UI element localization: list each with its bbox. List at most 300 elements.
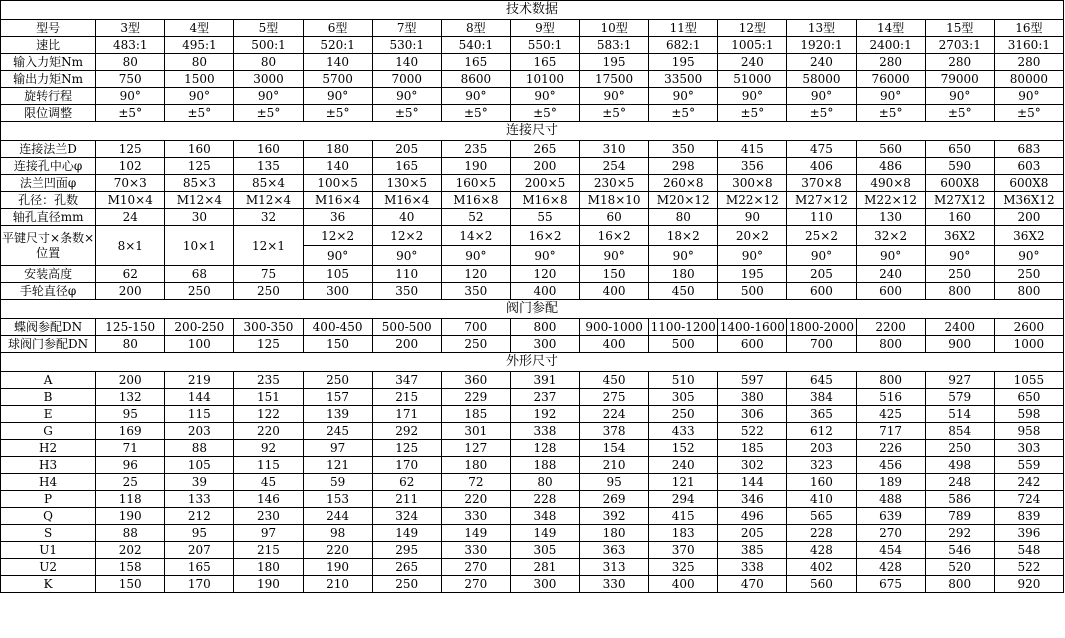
table-cell: 250 — [994, 266, 1063, 283]
table-cell: 75 — [234, 266, 303, 283]
table-cell: 750 — [96, 71, 165, 88]
table-cell: 237 — [510, 389, 579, 406]
table-cell: 62 — [372, 474, 441, 491]
table-cell: 330 — [580, 576, 649, 593]
table-cell: 90° — [718, 88, 787, 105]
table-cell: 144 — [165, 389, 234, 406]
table-cell: 105 — [303, 266, 372, 283]
table-cell: 330 — [441, 542, 510, 559]
table-cell: 958 — [994, 423, 1063, 440]
table-cell: 428 — [856, 559, 925, 576]
table-cell: 230 — [234, 508, 303, 525]
row-label: U2 — [1, 559, 96, 576]
table-cell: 370 — [649, 542, 718, 559]
table-cell: M12×4 — [165, 192, 234, 209]
table-cell: 600X8 — [925, 175, 994, 192]
row-label: 蝶阀参配DN — [1, 319, 96, 336]
table-cell: 270 — [441, 576, 510, 593]
table-cell: 310 — [580, 141, 649, 158]
table-cell: 90° — [510, 246, 579, 266]
table-cell: 90° — [303, 246, 372, 266]
table-cell: 120 — [510, 266, 579, 283]
table-cell: 2200 — [856, 319, 925, 336]
table-cell: 600 — [856, 283, 925, 300]
table-cell: 2400 — [925, 319, 994, 336]
table-cell: 139 — [303, 406, 372, 423]
table-cell: 280 — [856, 54, 925, 71]
table-row — [1, 175, 1064, 192]
table-cell: 150 — [580, 266, 649, 283]
table-row — [1, 209, 1064, 226]
table-cell: 7000 — [372, 71, 441, 88]
table-cell: 392 — [580, 508, 649, 525]
table-cell: M10×4 — [96, 192, 165, 209]
table-cell: 90° — [925, 88, 994, 105]
table-cell: 58000 — [787, 71, 856, 88]
key-row-top — [1, 226, 1064, 246]
table-cell: 265 — [510, 141, 579, 158]
table-cell: 154 — [580, 440, 649, 457]
table-cell: 14×2 — [441, 226, 510, 246]
table-cell: 433 — [649, 423, 718, 440]
row-label: G — [1, 423, 96, 440]
table-cell: 324 — [372, 508, 441, 525]
table-cell: 20×2 — [718, 226, 787, 246]
table-cell: 25×2 — [787, 226, 856, 246]
section-title: 外形尺寸 — [1, 353, 1064, 372]
table-cell: 486 — [856, 158, 925, 175]
table-cell: 90° — [856, 246, 925, 266]
table-cell: 39 — [165, 474, 234, 491]
table-cell: 90° — [994, 246, 1063, 266]
table-row — [1, 542, 1064, 559]
table-cell: 200 — [510, 158, 579, 175]
table-cell: 250 — [925, 266, 994, 283]
table-cell: M36X12 — [994, 192, 1063, 209]
table-cell: 800 — [510, 319, 579, 336]
table-cell: 165 — [441, 54, 510, 71]
table-cell: 90° — [165, 88, 234, 105]
table-cell: 150 — [303, 336, 372, 353]
table-cell: 295 — [372, 542, 441, 559]
table-cell: 3160:1 — [994, 37, 1063, 54]
table-cell: 36X2 — [994, 226, 1063, 246]
table-cell: 600 — [718, 336, 787, 353]
table-cell: 275 — [580, 389, 649, 406]
table-cell: 522 — [994, 559, 1063, 576]
table-cell: 579 — [925, 389, 994, 406]
table-cell: 185 — [718, 440, 787, 457]
table-cell: 70×3 — [96, 175, 165, 192]
table-cell: 717 — [856, 423, 925, 440]
table-cell: 76000 — [856, 71, 925, 88]
table-cell: 590 — [925, 158, 994, 175]
table-row — [1, 440, 1064, 457]
table-cell: 330 — [441, 508, 510, 525]
table-cell: 45 — [234, 474, 303, 491]
table-cell: 220 — [441, 491, 510, 508]
table-cell: 500-500 — [372, 319, 441, 336]
table-cell: 323 — [787, 457, 856, 474]
table-cell: 370×8 — [787, 175, 856, 192]
table-cell: M20×12 — [649, 192, 718, 209]
table-cell: ±5° — [649, 105, 718, 122]
table-cell: 683 — [994, 141, 1063, 158]
table-cell: 200 — [96, 372, 165, 389]
table-cell: 160 — [787, 474, 856, 491]
spec-table-body — [1, 1, 1064, 593]
table-cell: 598 — [994, 406, 1063, 423]
table-row — [1, 559, 1064, 576]
table-row — [1, 336, 1064, 353]
table-cell: 675 — [856, 576, 925, 593]
table-cell: 25 — [96, 474, 165, 491]
table-cell: 603 — [994, 158, 1063, 175]
table-cell: 600 — [787, 283, 856, 300]
table-cell: 1000 — [994, 336, 1063, 353]
table-cell: 95 — [580, 474, 649, 491]
table-cell: 16×2 — [580, 226, 649, 246]
table-cell: ±5° — [994, 105, 1063, 122]
table-cell: 160 — [165, 141, 234, 158]
table-cell: 130×5 — [372, 175, 441, 192]
table-cell: 1920:1 — [787, 37, 856, 54]
table-cell: 500:1 — [234, 37, 303, 54]
table-cell: 32×2 — [856, 226, 925, 246]
table-cell: 219 — [165, 372, 234, 389]
table-cell: M16×4 — [372, 192, 441, 209]
table-cell: 15型 — [925, 20, 994, 37]
table-cell: 180 — [234, 559, 303, 576]
table-cell: ±5° — [510, 105, 579, 122]
table-cell: 205 — [372, 141, 441, 158]
table-cell: 188 — [510, 457, 579, 474]
table-cell: 122 — [234, 406, 303, 423]
table-cell: 498 — [925, 457, 994, 474]
table-cell: 125-150 — [96, 319, 165, 336]
table-cell: 195 — [649, 54, 718, 71]
section-header-row — [1, 300, 1064, 319]
table-cell: 18×2 — [649, 226, 718, 246]
table-cell: 645 — [787, 372, 856, 389]
table-cell: ±5° — [165, 105, 234, 122]
table-cell: 125 — [372, 440, 441, 457]
table-cell: 33500 — [649, 71, 718, 88]
table-cell: 88 — [96, 525, 165, 542]
table-cell: 400 — [510, 283, 579, 300]
table-cell: 149 — [372, 525, 441, 542]
table-cell: 90° — [925, 246, 994, 266]
table-cell: 16型 — [994, 20, 1063, 37]
table-cell: 1005:1 — [718, 37, 787, 54]
table-cell: 12型 — [718, 20, 787, 37]
table-cell: 350 — [649, 141, 718, 158]
table-cell: 700 — [441, 319, 510, 336]
table-cell: 224 — [580, 406, 649, 423]
table-cell: 559 — [994, 457, 1063, 474]
table-cell: 1100-1200 — [650, 320, 716, 334]
table-row — [1, 491, 1064, 508]
row-label: B — [1, 389, 96, 406]
table-cell: 150 — [96, 576, 165, 593]
row-label: 手轮直径φ — [1, 283, 96, 300]
table-cell: 496 — [718, 508, 787, 525]
table-cell: 16×2 — [510, 226, 579, 246]
table-cell: 4型 — [165, 20, 234, 37]
table-cell: 165 — [510, 54, 579, 71]
table-cell: 140 — [303, 54, 372, 71]
table-cell: 800 — [925, 576, 994, 593]
table-cell: 133 — [165, 491, 234, 508]
table-cell: 540:1 — [441, 37, 510, 54]
table-cell: 11型 — [649, 20, 718, 37]
row-label: E — [1, 406, 96, 423]
table-cell: 350 — [441, 283, 510, 300]
table-cell: 385 — [718, 542, 787, 559]
table-cell: 250 — [303, 372, 372, 389]
table-cell: 600X8 — [994, 175, 1063, 192]
table-cell: 450 — [649, 283, 718, 300]
table-cell: 90° — [856, 88, 925, 105]
table-cell: 190 — [441, 158, 510, 175]
table-cell: 115 — [165, 406, 234, 423]
table-cell: ±5° — [234, 105, 303, 122]
table-cell: 9型 — [510, 20, 579, 37]
table-cell: ±5° — [96, 105, 165, 122]
table-cell: 5700 — [303, 71, 372, 88]
table-cell: 560 — [787, 576, 856, 593]
table-cell: 90° — [510, 88, 579, 105]
table-cell: 483:1 — [96, 37, 165, 54]
row-label: Q — [1, 508, 96, 525]
table-cell: 90° — [994, 88, 1063, 105]
table-cell: 789 — [925, 508, 994, 525]
table-cell: 12×2 — [303, 226, 372, 246]
table-cell: 100 — [165, 336, 234, 353]
table-cell: 927 — [925, 372, 994, 389]
section-header-row — [1, 122, 1064, 141]
table-cell: 192 — [510, 406, 579, 423]
table-cell: 548 — [994, 542, 1063, 559]
table-cell: 211 — [372, 491, 441, 508]
table-cell: 14型 — [856, 20, 925, 37]
table-cell: 245 — [303, 423, 372, 440]
table-cell: 90° — [787, 246, 856, 266]
table-cell: 2703:1 — [925, 37, 994, 54]
table-cell: ±5° — [303, 105, 372, 122]
table-cell: ±5° — [925, 105, 994, 122]
table-cell: 410 — [787, 491, 856, 508]
table-row — [1, 37, 1064, 54]
table-row — [1, 283, 1064, 300]
table-cell: 110 — [372, 266, 441, 283]
table-cell: 235 — [441, 141, 510, 158]
table-cell: 240 — [718, 54, 787, 71]
table-cell: 347 — [372, 372, 441, 389]
table-cell: 8600 — [441, 71, 510, 88]
table-cell: 132 — [96, 389, 165, 406]
table-cell: 17500 — [580, 71, 649, 88]
table-cell: 325 — [649, 559, 718, 576]
table-cell: 80 — [165, 54, 234, 71]
table-cell: 90° — [96, 88, 165, 105]
table-cell: 40 — [372, 209, 441, 226]
table-cell: 51000 — [718, 71, 787, 88]
row-label: H2 — [1, 440, 96, 457]
row-label: 连接法兰D — [1, 141, 96, 158]
table-cell: 36 — [303, 209, 372, 226]
table-cell: 2400:1 — [856, 37, 925, 54]
table-cell: 90° — [372, 246, 441, 266]
table-cell: 3000 — [234, 71, 303, 88]
table-cell: 180 — [649, 266, 718, 283]
table-cell: 356 — [718, 158, 787, 175]
table-cell: 302 — [718, 457, 787, 474]
table-cell: M18×10 — [580, 192, 649, 209]
row-label: H3 — [1, 457, 96, 474]
table-cell: 180 — [303, 141, 372, 158]
table-cell: 170 — [372, 457, 441, 474]
table-cell: 80000 — [994, 71, 1063, 88]
table-cell: 80 — [234, 54, 303, 71]
table-cell: 300 — [510, 336, 579, 353]
table-cell: 597 — [718, 372, 787, 389]
table-cell: 92 — [234, 440, 303, 457]
table-cell: 470 — [718, 576, 787, 593]
table-cell: 90° — [718, 246, 787, 266]
table-cell: M16×8 — [510, 192, 579, 209]
table-cell: 110 — [787, 209, 856, 226]
table-cell: 350 — [372, 283, 441, 300]
table-cell: 8×1 — [96, 226, 165, 266]
table-cell: 190 — [96, 508, 165, 525]
table-row — [1, 525, 1064, 542]
section-title: 阀门参配 — [1, 300, 1064, 319]
table-cell: 415 — [718, 141, 787, 158]
row-label: 输出力矩Nm — [1, 71, 96, 88]
table-cell: 700 — [787, 336, 856, 353]
table-cell: ±5° — [372, 105, 441, 122]
table-cell: 281 — [510, 559, 579, 576]
table-cell: 560 — [856, 141, 925, 158]
table-cell: 205 — [787, 266, 856, 283]
table-cell: 520:1 — [303, 37, 372, 54]
table-cell: 144 — [718, 474, 787, 491]
table-cell: 149 — [510, 525, 579, 542]
table-cell: 210 — [580, 457, 649, 474]
table-cell: 346 — [718, 491, 787, 508]
table-cell: 200×5 — [510, 175, 579, 192]
table-cell: M27X12 — [925, 192, 994, 209]
row-label: 型号 — [1, 20, 96, 37]
table-cell: 115 — [234, 457, 303, 474]
table-cell: 80 — [649, 209, 718, 226]
table-cell: 522 — [718, 423, 787, 440]
table-cell: 97 — [303, 440, 372, 457]
table-cell: 149 — [441, 525, 510, 542]
table-row — [1, 389, 1064, 406]
table-cell: 220 — [303, 542, 372, 559]
table-cell: 516 — [856, 389, 925, 406]
row-label: K — [1, 576, 96, 593]
table-cell: ±5° — [856, 105, 925, 122]
table-cell: 195 — [718, 266, 787, 283]
table-cell: 90 — [718, 209, 787, 226]
table-cell: 250 — [165, 283, 234, 300]
table-cell: 250 — [925, 440, 994, 457]
row-label: 速比 — [1, 37, 96, 54]
table-cell: 265 — [372, 559, 441, 576]
table-cell: 120 — [441, 266, 510, 283]
table-cell: 90° — [649, 88, 718, 105]
table-cell: 153 — [303, 491, 372, 508]
table-cell: 160×5 — [441, 175, 510, 192]
table-cell: M27×12 — [787, 192, 856, 209]
table-cell: 230×5 — [580, 175, 649, 192]
section-header-row — [1, 1, 1064, 20]
table-cell: 2600 — [994, 319, 1063, 336]
table-row — [1, 372, 1064, 389]
row-label: 平键尺寸×条数×位置 — [1, 226, 96, 266]
table-row — [1, 406, 1064, 423]
table-cell: 96 — [96, 457, 165, 474]
table-cell: 406 — [787, 158, 856, 175]
table-cell: 456 — [856, 457, 925, 474]
table-cell: 130 — [856, 209, 925, 226]
table-cell: 10×1 — [165, 226, 234, 266]
table-cell: 190 — [303, 559, 372, 576]
table-cell: 183 — [649, 525, 718, 542]
table-row — [1, 105, 1064, 122]
table-cell: 146 — [234, 491, 303, 508]
table-cell: M16×8 — [441, 192, 510, 209]
table-cell: 118 — [96, 491, 165, 508]
table-cell: 152 — [649, 440, 718, 457]
table-cell: 500 — [718, 283, 787, 300]
table-cell: 500 — [649, 336, 718, 353]
table-cell: 24 — [96, 209, 165, 226]
table-cell: 100×5 — [303, 175, 372, 192]
table-cell: 260×8 — [649, 175, 718, 192]
row-label: S — [1, 525, 96, 542]
table-cell: 85×4 — [234, 175, 303, 192]
table-cell: 79000 — [925, 71, 994, 88]
table-cell: 839 — [994, 508, 1063, 525]
table-row — [1, 576, 1064, 593]
table-cell: 269 — [580, 491, 649, 508]
row-label: 安装高度 — [1, 266, 96, 283]
table-row — [1, 474, 1064, 491]
table-cell: 98 — [303, 525, 372, 542]
table-row — [1, 319, 1064, 336]
table-cell: 121 — [303, 457, 372, 474]
table-cell: 226 — [856, 440, 925, 457]
table-cell: 215 — [372, 389, 441, 406]
table-cell: 203 — [165, 423, 234, 440]
table-cell: 180 — [580, 525, 649, 542]
table-cell: 360 — [441, 372, 510, 389]
table-cell: 189 — [856, 474, 925, 491]
table-cell: 313 — [580, 559, 649, 576]
table-cell: ±5° — [787, 105, 856, 122]
table-cell: 55 — [510, 209, 579, 226]
table-cell: 1500 — [165, 71, 234, 88]
table-cell: 240 — [787, 54, 856, 71]
table-cell: 800 — [994, 283, 1063, 300]
table-cell: 1800-2000 — [788, 320, 855, 334]
row-label: 限位调整 — [1, 105, 96, 122]
table-cell: 210 — [303, 576, 372, 593]
